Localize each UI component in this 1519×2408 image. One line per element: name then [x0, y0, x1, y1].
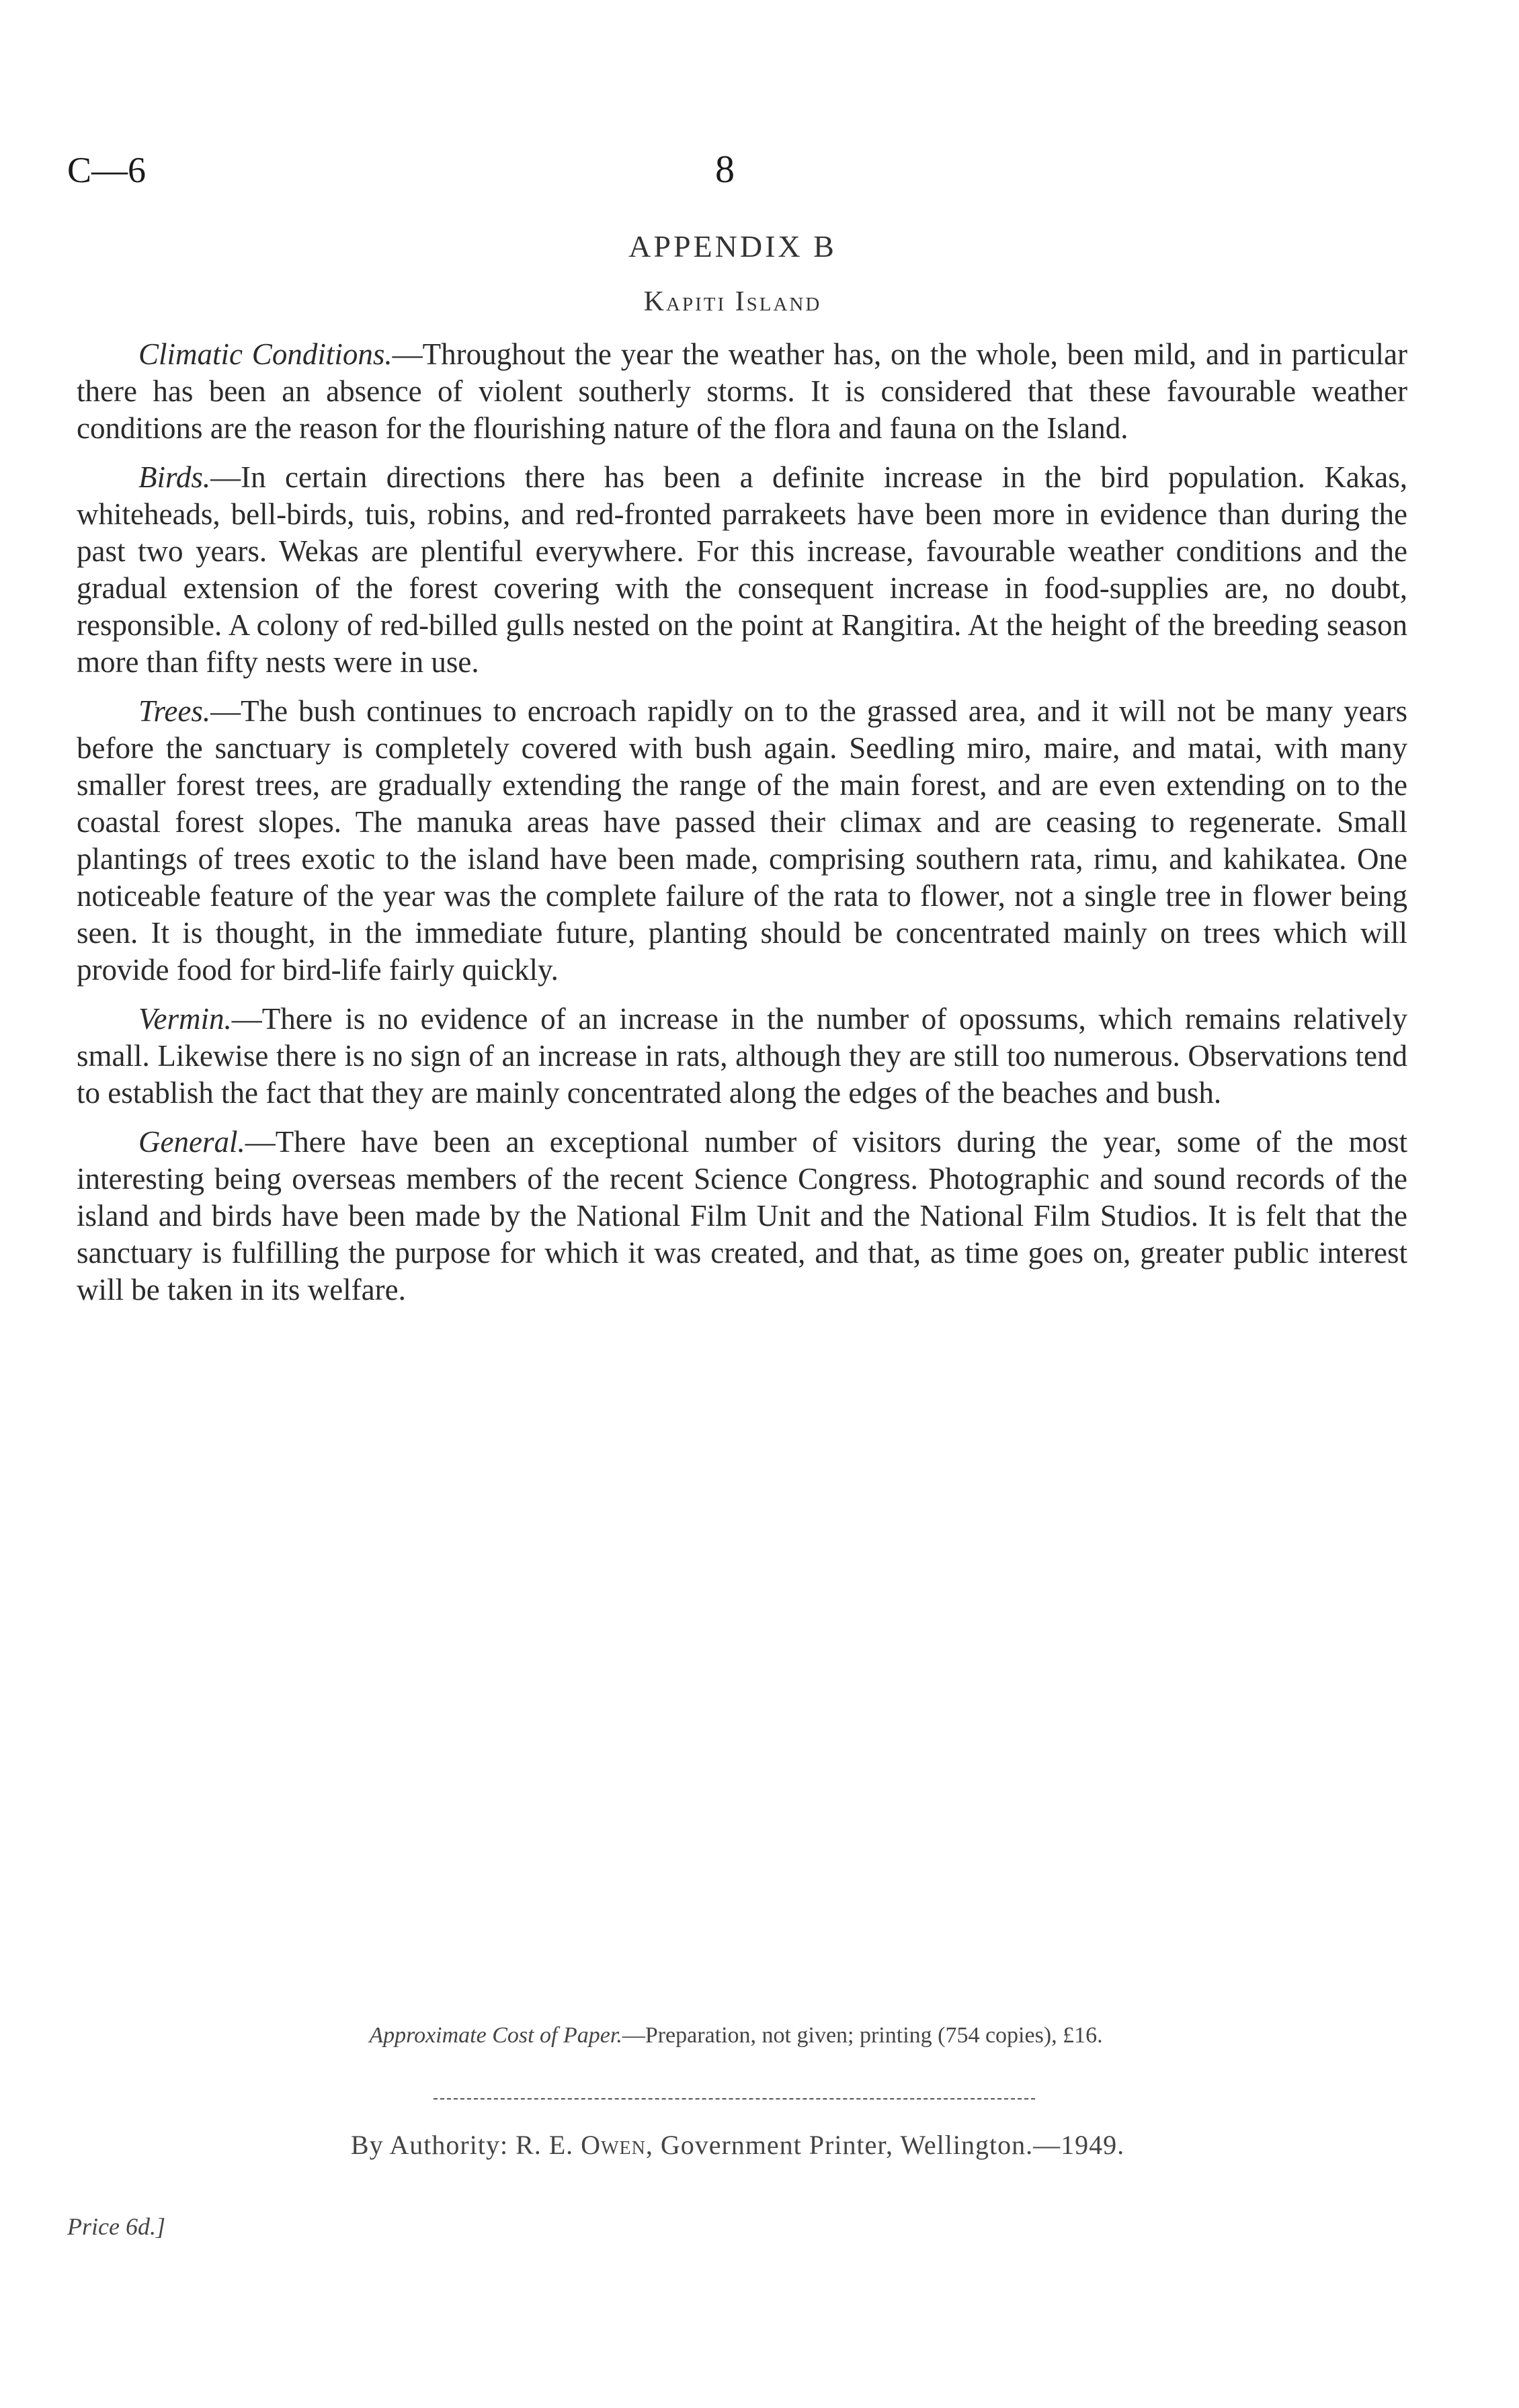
paragraph-heading: Climatic Conditions.: [138, 337, 393, 371]
printer-authority: [0, 2129, 1475, 2161]
paragraph-text: —The bush continues to encroach rapidly on to the grassed area, and it will not be many years before the sanctuary is completely covered with bush again. Seedling miro, maire, and matai, with many smaller forest trees, are gradually extending the range of the main forest, and are even extending on to the coastal forest slopes. The manuka areas have passed their climax and are ceasing to regenerate. Small plantings of trees exotic to the island have been made, comprising southern rata, rimu, and kahikatea. One noticeable feature of the year was the complete failure of the rata to flower, not a single tree in flower being seen. It is thought, in the immediate future, planting should be concentrated mainly on trees which will provide food for bird-life fairly quickly.: [77, 694, 1407, 987]
paragraph-text: —There have been an exceptional number of visitors during the year, some of the most interesting being overseas members of the recent Science Congress. Photographic and sound records of the island and birds have been made by the National Film Unit and the National Film Studios. It is felt that the sanctuary is fulfilling the purpose for which it was created, and that, as time goes on, greater public interest will be taken in its welfare.: [77, 1125, 1407, 1306]
paragraph-heading: Vermin.: [138, 1002, 232, 1036]
paragraph-trees: [77, 693, 1407, 989]
appendix-title: APPENDIX B: [628, 229, 837, 263]
paragraph-text: —There is no evidence of an increase in the number of opossums, which remains relatively small. Likewise there is no sign of an increase in rats, although they are still too numerous. Observations tend to establish the fact that they are mainly concentrated along the edges of the beaches and bush.: [77, 1002, 1407, 1110]
cost-text: —Preparation, not given; printing (754 copies), £16.: [622, 2023, 1103, 2048]
body-text: [77, 336, 1407, 1321]
paragraph-climatic-conditions: [77, 336, 1407, 447]
paragraph-vermin: [77, 1001, 1407, 1112]
authority-suffix: Government Printer, Wellington.—1949.: [660, 2130, 1125, 2160]
paragraph-text: —In certain directions there has been a definite increase in the bird population. Kakas, whiteheads, bell-birds, tuis, robins, and red-fronted parrakeets have been more in evidence than during the past two years. Wekas are plentiful everywhere. For this increase, favourable weather conditions and the gradual extension of the forest covering with the consequent increase in food-supplies are, no doubt, responsible. A colony of red-billed gulls nested on the point at Rangitira. At the height of the breeding season more than fifty nests were in use.: [77, 460, 1407, 679]
paragraph-birds: [77, 459, 1407, 681]
paragraph-general: [77, 1124, 1407, 1309]
paragraph-heading: Trees.: [138, 694, 211, 728]
price-text: Price 6d.]: [67, 2213, 165, 2240]
cost-label: Approximate Cost of Paper.: [369, 2023, 622, 2048]
printer-name: R. E. Owen,: [516, 2130, 653, 2160]
cost-of-paper-note: [0, 2023, 1472, 2048]
page-reference: C—6: [67, 150, 147, 190]
paragraph-text: —Throughout the year the weather has, on the whole, been mild, and in particular there has been an absence of violent southerly storms. It is considered that these favourable weather conditions are the reason for the flourishing nature of the flora and fauna on the Island.: [77, 337, 1408, 445]
price-note: [67, 2212, 165, 2241]
page-number: 8: [715, 147, 735, 191]
authority-prefix: By Authority:: [350, 2130, 509, 2160]
divider-rule: [434, 2098, 1035, 2100]
paragraph-heading: General.: [138, 1125, 245, 1159]
paragraph-heading: Birds.: [138, 460, 211, 494]
section-title: Kapiti Island: [643, 286, 822, 317]
